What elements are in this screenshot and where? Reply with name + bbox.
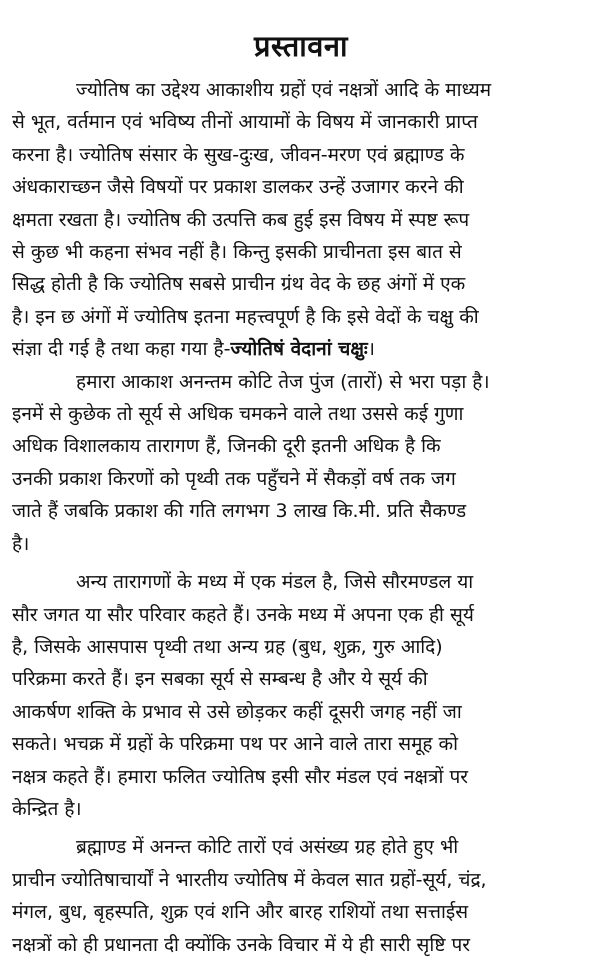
quote-intro: संज्ञा दी गई है तथा कहा गया है- xyxy=(12,338,231,361)
paragraph-line: सकते। भचक्र में ग्रहों के परिक्रमा पथ पर आने वाले तारा समूह को xyxy=(12,733,459,756)
paragraph-line: ज्योतिष का उद्देश्य आकाशीय ग्रहों एवं नक्षत्रों आदि के माध्यम xyxy=(76,79,492,101)
paragraph-line: से कुछ भी कहना संभव नहीं है। किन्तु इसकी प्राचीनता इस बात से xyxy=(12,241,462,264)
paragraph-last-line xyxy=(12,333,590,365)
paragraph-1 xyxy=(12,74,590,366)
paragraph-line: नक्षत्र कहते हैं। हमारा फलित ज्योतिष इसी सौर मंडल एवं नक्षत्रों पर xyxy=(12,765,469,788)
paragraph-line: है। इन छ अंगों में ज्योतिष इतना महत्त्वपूर्ण है कि इसे वेदों के चक्षु की xyxy=(12,305,479,328)
paragraph-line: प्राचीन ज्योतिषाचार्यों ने भारतीय ज्योतिष में केवल सात ग्रहों-सूर्य, चंद्र, xyxy=(12,868,487,891)
paragraph-line: करना है। ज्योतिष संसार के सुख-दुःख, जीवन-मरण एवं ब्रह्माण्ड के xyxy=(12,143,465,166)
paragraph-line: सौर जगत या सौर परिवार कहते हैं। उनके मध्य में अपना एक ही सूर्य xyxy=(12,603,474,626)
paragraph-line: अन्य तारागणों के मध्य में एक मंडल है, जिसे सौरमण्डल या xyxy=(76,571,474,594)
paragraph-4 xyxy=(12,831,590,961)
paragraph-line: आकर्षण शक्ति के प्रभाव से उसे छोड़कर कहीं दूसरी जगह नहीं जा xyxy=(12,700,462,723)
page-title: प्रस्तावना xyxy=(253,29,349,63)
paragraph-line: है। xyxy=(12,532,30,555)
sanskrit-quote: ज्योतिषं वेदानां चक्षुः xyxy=(230,338,368,361)
paragraph-3 xyxy=(12,566,590,825)
paragraph-line: अंधकाराच्छन जैसे विषयों पर प्रकाश डालकर उन्हें उजागर करने की xyxy=(12,176,464,199)
paragraph-line: परिक्रमा करते हैं। इन सबका सूर्य से सम्बन्ध है और ये सूर्य की xyxy=(12,668,428,691)
quote-end-mark: । xyxy=(367,338,375,361)
paragraph-2 xyxy=(12,366,590,560)
paragraph-line: क्षमता रखता है। ज्योतिष की उत्पत्ति कब हुई इस विषय में स्पष्ट रूप xyxy=(12,208,470,231)
paragraph-line: जाते हैं जबकि प्रकाश की गति लगभग 3 लाख कि.मी. प्रति सैकण्ड xyxy=(12,500,467,523)
paragraph-line: केन्द्रित है। xyxy=(12,797,82,820)
paragraph-line: सिद्ध होती है कि ज्योतिष सबसे प्राचीन ग्रंथ वेद के छह अंगों में एक xyxy=(12,273,466,296)
paragraph-line: अधिक विशालकाय तारागण हैं, जिनकी दूरी इतनी अधिक है कि xyxy=(12,435,441,458)
paragraph-line: हमारा आकाश अनन्तम कोटि तेज पुंज (तारों) से भरा पड़ा है। xyxy=(76,370,490,393)
paragraph-line: इनमें से कुछेक तो सूर्य से अधिक चमकने वाले तथा उससे कई गुणा xyxy=(12,403,464,426)
paragraph-line: मंगल, बुध, बृहस्पति, शुक्र एवं शनि और बारह राशियों तथा सत्ताईस xyxy=(12,901,469,924)
paragraph-line: उनकी प्रकाश किरणों को पृथ्वी तक पहुँचने में सैकड़ों वर्ष तक जग xyxy=(12,467,456,490)
paragraph-line: है, जिसके आसपास पृथ्वी तथा अन्य ग्रह (बुध, शुक्र, गुरु आदि) xyxy=(12,635,443,658)
paragraph-line: से भूत, वर्तमान एवं भविष्य तीनों आयामों के विषय में जानकारी प्राप्त xyxy=(12,111,478,134)
paragraph-line: नक्षत्रों को ही प्रधानता दी क्योंकि उनके विचार में ये ही सारी सृष्टि पर xyxy=(12,933,471,956)
paragraph-line: ब्रह्माण्ड में अनन्त कोटि तारों एवं असंख्य ग्रह होते हुए भी xyxy=(76,836,459,859)
